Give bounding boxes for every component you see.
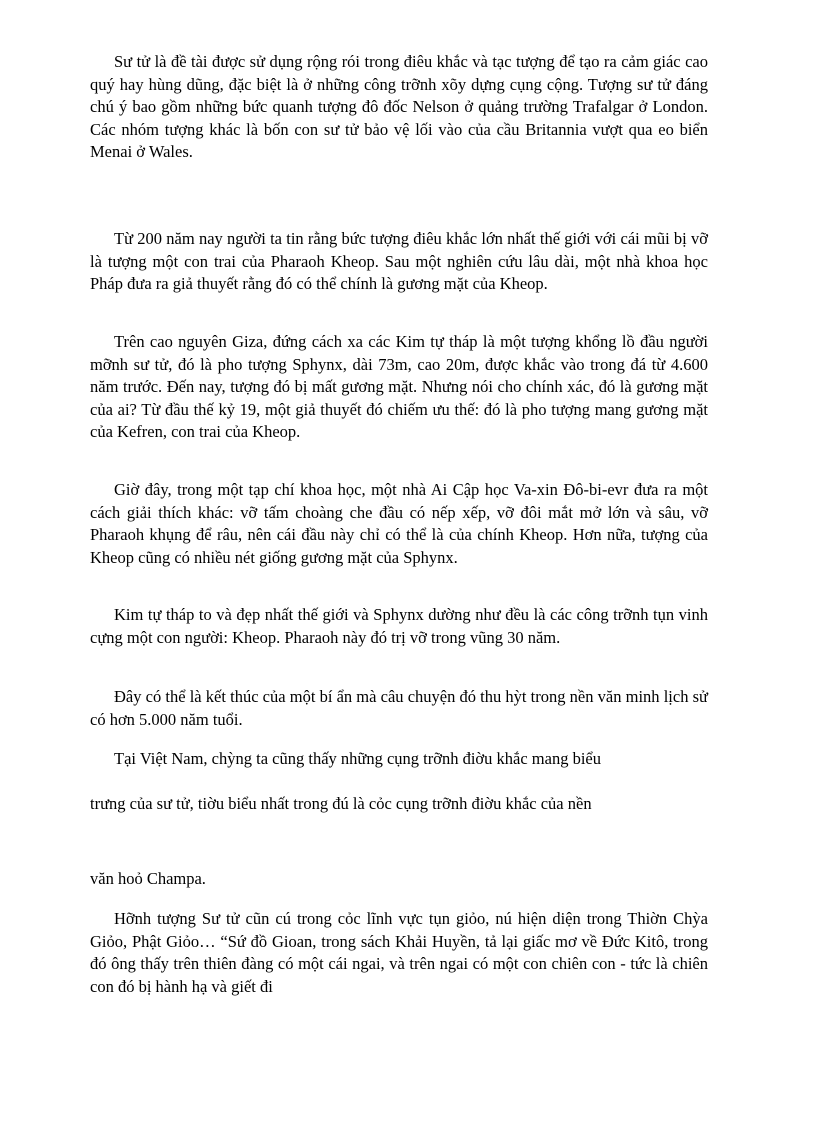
paragraph-pyramid-kheop: Kim tự tháp to và đẹp nhất thế giới và Sphynx dường như đều là các công trỡnh tụn vinh cựng một con người: Kheop. Pharaoh này đó trị vỡ trong vũng 30 năm. xyxy=(90,605,708,647)
paragraph-vietnam-line-3: văn hoỏ Champa. xyxy=(90,869,206,888)
paragraph-religion-lion: Hỡnh tượng Sư tử cũn cú trong cỏc lĩnh vực tụn giỏo, nú hiện diện trong Thiờn Chỳa Giỏo, Phật Giỏo… “Sứ đồ Gioan, trong sách Khải Huyền, tả lại giấc mơ về Đức Kitô, trong đó ông thấy trên thiên đàng có một cái ngai, và trên ngai có một con chiên con - tức là chiên con đó bị hành hạ và giết đi xyxy=(90,909,708,996)
paragraph-vietnam-line-1: Tại Việt Nam, chỳng ta cũng thấy những cụng trỡnh điờu khắc mang biểu xyxy=(114,749,601,768)
paragraph-giza-sphynx: Trên cao nguyên Giza, đứng cách xa các Kim tự tháp là một tượng khổng lồ đầu người mỡnh sư tử, đó là pho tượng Sphynx, dài 73m, cao 20m, được khắc vào trong đá từ 4.600 năm trước. Đến nay, tượng đó bị mất gương mặt. Nhưng nói cho chính xác, đó là gương mặt của ai? Từ đầu thế kỷ 19, một giả thuyết đó chiếm ưu thế: đó là pho tượng mang gương mặt của Kefren, con trai của Kheop. xyxy=(90,332,708,441)
paragraph-egyptologist-theory: Giờ đây, trong một tạp chí khoa học, một nhà Ai Cập học Va-xin Đô-bi-evr đưa ra một cách giải thích khác: vỡ tấm choàng che đầu có nếp xếp, vỡ đôi mắt mở lớn và sâu, vỡ Pharaoh khụng để râu, nên cái đầu này chỉ có thể là của chính Kheop. Hơn nữa, tượng của Kheop cũng có nhiều nét giống gương mặt của Sphynx. xyxy=(90,480,708,567)
paragraph-lion-sculpture: Sư tử là đề tài được sử dụng rộng rói trong điêu khắc và tạc tượng để tạo ra cảm giác cao quý hay hùng dũng, đặc biệt là ở những công trỡnh xõy dựng cụng cộng. Tượng sư tử đáng chú ý bao gồm những bức quanh tượng đô đốc Nelson ở quảng trường Trafalgar ở London. Các nhóm tượng khác là bốn con sư tử bảo vệ lối vào của cầu Britannia vượt qua eo biển Menai ở Wales. xyxy=(90,52,708,161)
paragraph-vietnam-line-2: trưng của sư tử, tiờu biểu nhất trong đú là cỏc cụng trỡnh điờu khắc của nền xyxy=(90,794,592,813)
paragraph-largest-sculpture: Từ 200 năm nay người ta tin rằng bức tượng điêu khắc lớn nhất thế giới với cái mũi bị vỡ là tượng một con trai của Pharaoh Kheop. Sau một nghiên cứu lâu dài, một nhà khoa học Pháp đưa ra giả thuyết rằng đó có thể chính là gương mặt của Kheop. xyxy=(90,229,708,293)
paragraph-mystery-end: Đây có thể là kết thúc của một bí ẩn mà câu chuyện đó thu hỳt trong nền văn minh lịch sử có hơn 5.000 năm tuổi. xyxy=(90,687,708,729)
